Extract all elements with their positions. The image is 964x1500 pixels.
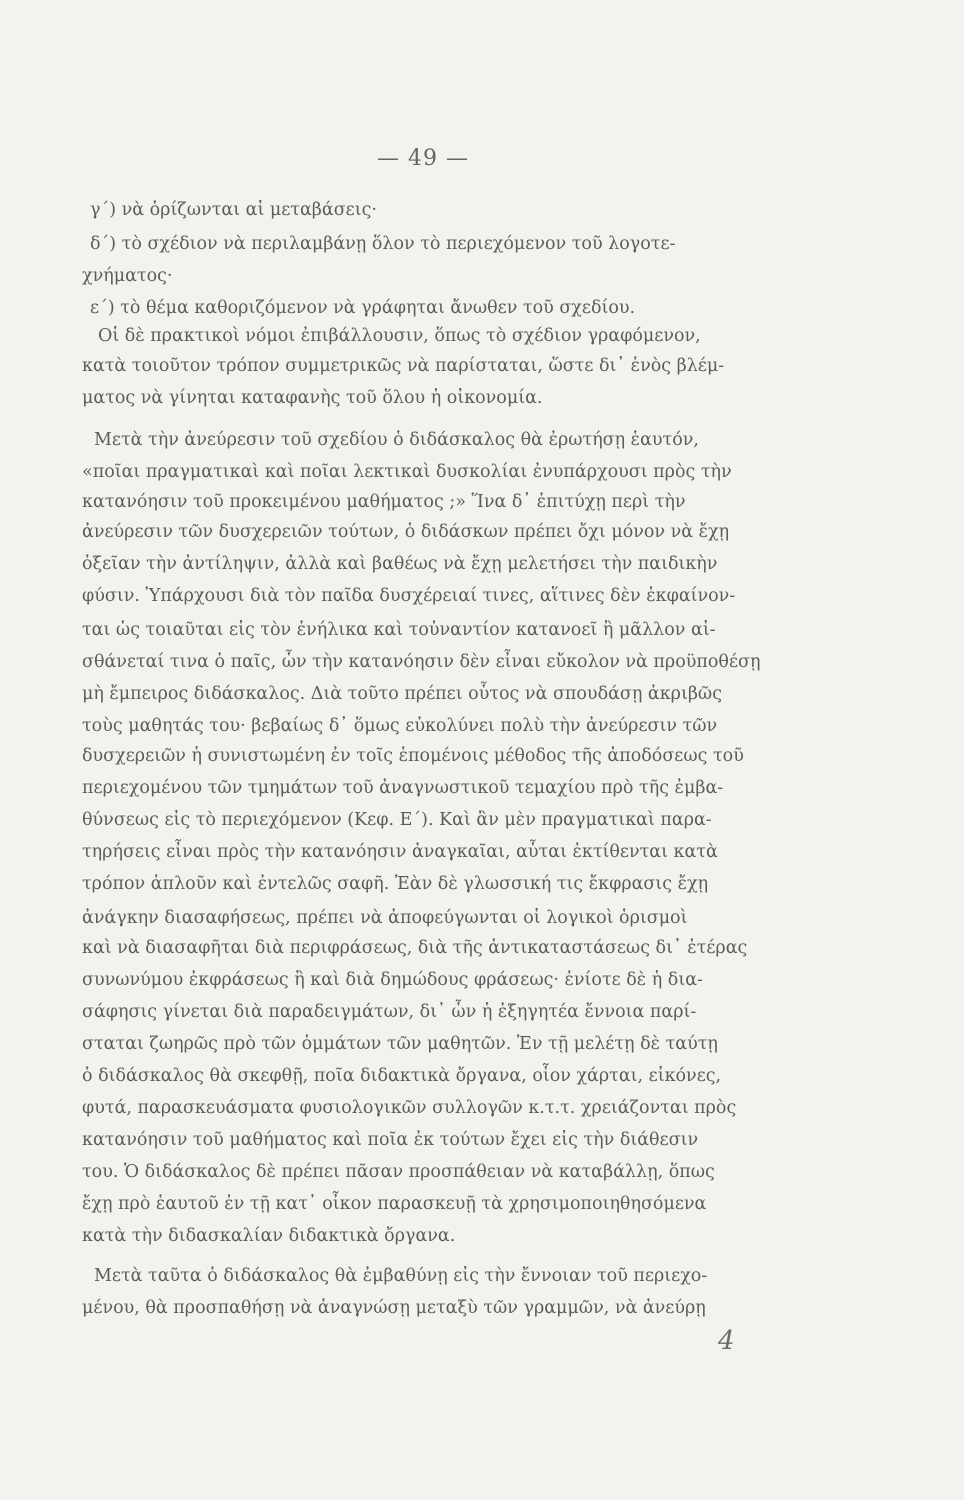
text-line: κατὰ τὴν διδασκαλίαν διδακτικὰ ὄργανα. — [82, 1226, 456, 1246]
text-line: δ΄) τὸ σχέδιον νὰ περιλαμβάνῃ ὅλον τὸ περιεχόμενον τοῦ λογοτε- — [90, 234, 676, 254]
text-line: μένου, θὰ προσπαθήσῃ νὰ ἀναγνώσῃ μεταξὺ τῶν γραμμῶν, νὰ ἀνεύρῃ — [82, 1298, 706, 1318]
text-line: τοὺς μαθητάς του· βεβαίως δ᾽ ὅμως εὐκολύνει πολὺ τὴν ἀνεύρεσιν τῶν — [82, 716, 718, 736]
text-line: σθάνεταί τινα ὁ παῖς, ὧν τὴν κατανόησιν δὲν εἶναι εὔκολον νὰ προϋποθέσῃ — [82, 652, 761, 672]
text-line: δυσχερειῶν ἡ συνιστωμένη ἐν τοῖς ἑπομένοις μέθοδος τῆς ἀποδόσεως τοῦ — [82, 746, 744, 766]
text-line: συνωνύμου ἐκφράσεως ἢ καὶ διὰ δημώδους φράσεως· ἐνίοτε δὲ ἡ δια- — [82, 970, 703, 990]
text-line: μὴ ἔμπειρος διδάσκαλος. Διὰ τοῦτο πρέπει οὗτος νὰ σπουδάσῃ ἀκριβῶς — [82, 684, 723, 704]
text-line: περιεχομένου τῶν τμημάτων τοῦ ἀναγνωστικοῦ τεμαχίου πρὸ τῆς ἐμβα- — [82, 778, 724, 798]
text-line: ἀνεύρεσιν τῶν δυσχερειῶν τούτων, ὁ διδάσκων πρέπει ὄχι μόνον νὰ ἔχῃ — [82, 522, 730, 542]
text-line: κατανόησιν τοῦ μαθήματος καὶ ποῖα ἐκ τούτων ἔχει εἰς τὴν διάθεσιν — [82, 1130, 699, 1150]
text-line: χνήματος· — [82, 266, 173, 286]
text-line: τρόπον ἁπλοῦν καὶ ἐντελῶς σαφῆ. Ἐὰν δὲ γλωσσική τις ἔκφρασις ἔχῃ — [82, 874, 709, 894]
text-line: ὁ διδάσκαλος θὰ σκεφθῇ, ποῖα διδακτικὰ ὄργανα, οἷον χάρται, εἰκόνες, — [82, 1066, 722, 1086]
text-line: ται ὡς τοιαῦται εἰς τὸν ἐνήλικα καὶ τοὐναντίον κατανοεῖ ἢ μᾶλλον αἰ- — [82, 620, 716, 640]
text-line: τηρήσεις εἶναι πρὸς τὴν κατανόησιν ἀναγκαῖαι, αὗται ἐκτίθενται κατὰ — [82, 842, 718, 862]
text-line: ἔχῃ πρὸ ἑαυτοῦ ἐν τῇ κατ᾽ οἶκον παρασκευῇ τὰ χρησιμοποιηθησόμενα — [82, 1194, 707, 1214]
page-number: — 49 — — [377, 146, 469, 171]
text-line: «ποῖαι πραγματικαὶ καὶ ποῖαι λεκτικαὶ δυσκολίαι ἐνυπάρχουσι πρὸς τὴν — [82, 462, 732, 482]
text-line: φυτά, παρασκευάσματα φυσιολογικῶν συλλογῶν κ.τ.τ. χρειάζονται πρὸς — [82, 1098, 737, 1118]
text-line: ἀνάγκην διασαφήσεως, πρέπει νὰ ἀποφεύγωνται οἱ λογικοὶ ὁρισμοὶ — [82, 908, 688, 928]
text-line: ὀξεῖαν τὴν ἀντίληψιν, ἀλλὰ καὶ βαθέως νὰ ἔχῃ μελετήσει τὴν παιδικὴν — [82, 554, 718, 574]
text-line: γ΄) νὰ ὁρίζωνται αἱ μεταβάσεις· — [90, 200, 377, 220]
text-line: κατανόησιν τοῦ προκειμένου μαθήματος ;» Ἵνα δ᾽ ἐπιτύχῃ περὶ τὴν — [82, 492, 686, 512]
text-line: ματος νὰ γίνηται καταφανὴς τοῦ ὅλου ἡ οἰκονομία. — [82, 388, 543, 408]
text-line: φύσιν. Ὑπάρχουσι διὰ τὸν παῖδα δυσχέρειαί τινες, αἵτινες δὲν ἐκφαίνον- — [82, 586, 736, 606]
text-line: του. Ὁ διδάσκαλος δὲ πρέπει πᾶσαν προσπάθειαν νὰ καταβάλλῃ, ὅπως — [82, 1162, 715, 1182]
text-line: καὶ νὰ διασαφῆται διὰ περιφράσεως, διὰ τῆς ἀντικαταστάσεως δι᾽ ἑτέρας — [82, 938, 748, 958]
text-line: κατὰ τοιοῦτον τρόπον συμμετρικῶς νὰ παρίσταται, ὥστε δι᾽ ἑνὸς βλέμ- — [82, 356, 725, 376]
text-line: Μετὰ τὴν ἀνεύρεσιν τοῦ σχεδίου ὁ διδάσκαλος θὰ ἐρωτήσῃ ἑαυτόν, — [94, 430, 699, 450]
text-line: ε΄) τὸ θέμα καθοριζόμενον νὰ γράφηται ἄνωθεν τοῦ σχεδίου. — [90, 298, 636, 318]
text-line: Οἱ δὲ πρακτικοὶ νόμοι ἐπιβάλλουσιν, ὅπως τὸ σχέδιον γραφόμενον, — [98, 326, 701, 346]
text-line: θύνσεως εἰς τὸ περιεχόμενον (Κεφ. Ε΄). Καὶ ἂν μὲν πραγματικαὶ παρα- — [82, 810, 712, 830]
text-line: σταται ζωηρῶς πρὸ τῶν ὀμμάτων τῶν μαθητῶν. Ἐν τῇ μελέτῃ δὲ ταύτῃ — [82, 1034, 718, 1054]
text-line: σάφησις γίνεται διὰ παραδειγμάτων, δι᾽ ὧν ἡ ἐξηγητέα ἔννοια παρί- — [82, 1002, 697, 1022]
text-line: Μετὰ ταῦτα ὁ διδάσκαλος θὰ ἐμβαθύνῃ εἰς τὴν ἔννοιαν τοῦ περιεχο- — [94, 1266, 708, 1286]
signature-mark: 4 — [718, 1326, 735, 1356]
